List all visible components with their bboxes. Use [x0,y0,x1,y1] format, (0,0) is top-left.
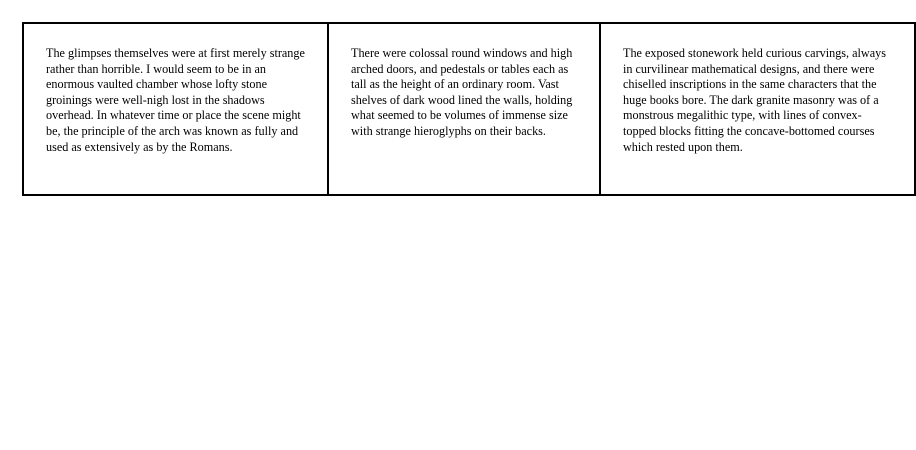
table-cell-3: The exposed stonework held curious carvings, always in curvilinear mathematical designs, and there were chiselled inscriptions in the same characters that the huge books bore. The dark granite masonry was of a monstrous megalithic type, with lines of convex-topped blocks fitting the concave-bottomed courses which rested upon them. [600,23,915,195]
table-cell-1: The glimpses themselves were at first merely strange rather than horrible. I would seem to be in an enormous vaulted chamber whose lofty stone groinings were well-nigh lost in the shadows overhead. In whatever time or place the scene might be, the principle of the arch was known as fully and used as extensively as by the Romans. [23,23,328,195]
table-row [23,23,915,195]
table-cell-2: There were colossal round windows and high arched doors, and pedestals or tables each as tall as the height of an ordinary room. Vast shelves of dark wood lined the walls, holding what seemed to be volumes of immense size with strange hieroglyphs on their backs. [328,23,600,195]
text-table [22,22,916,196]
